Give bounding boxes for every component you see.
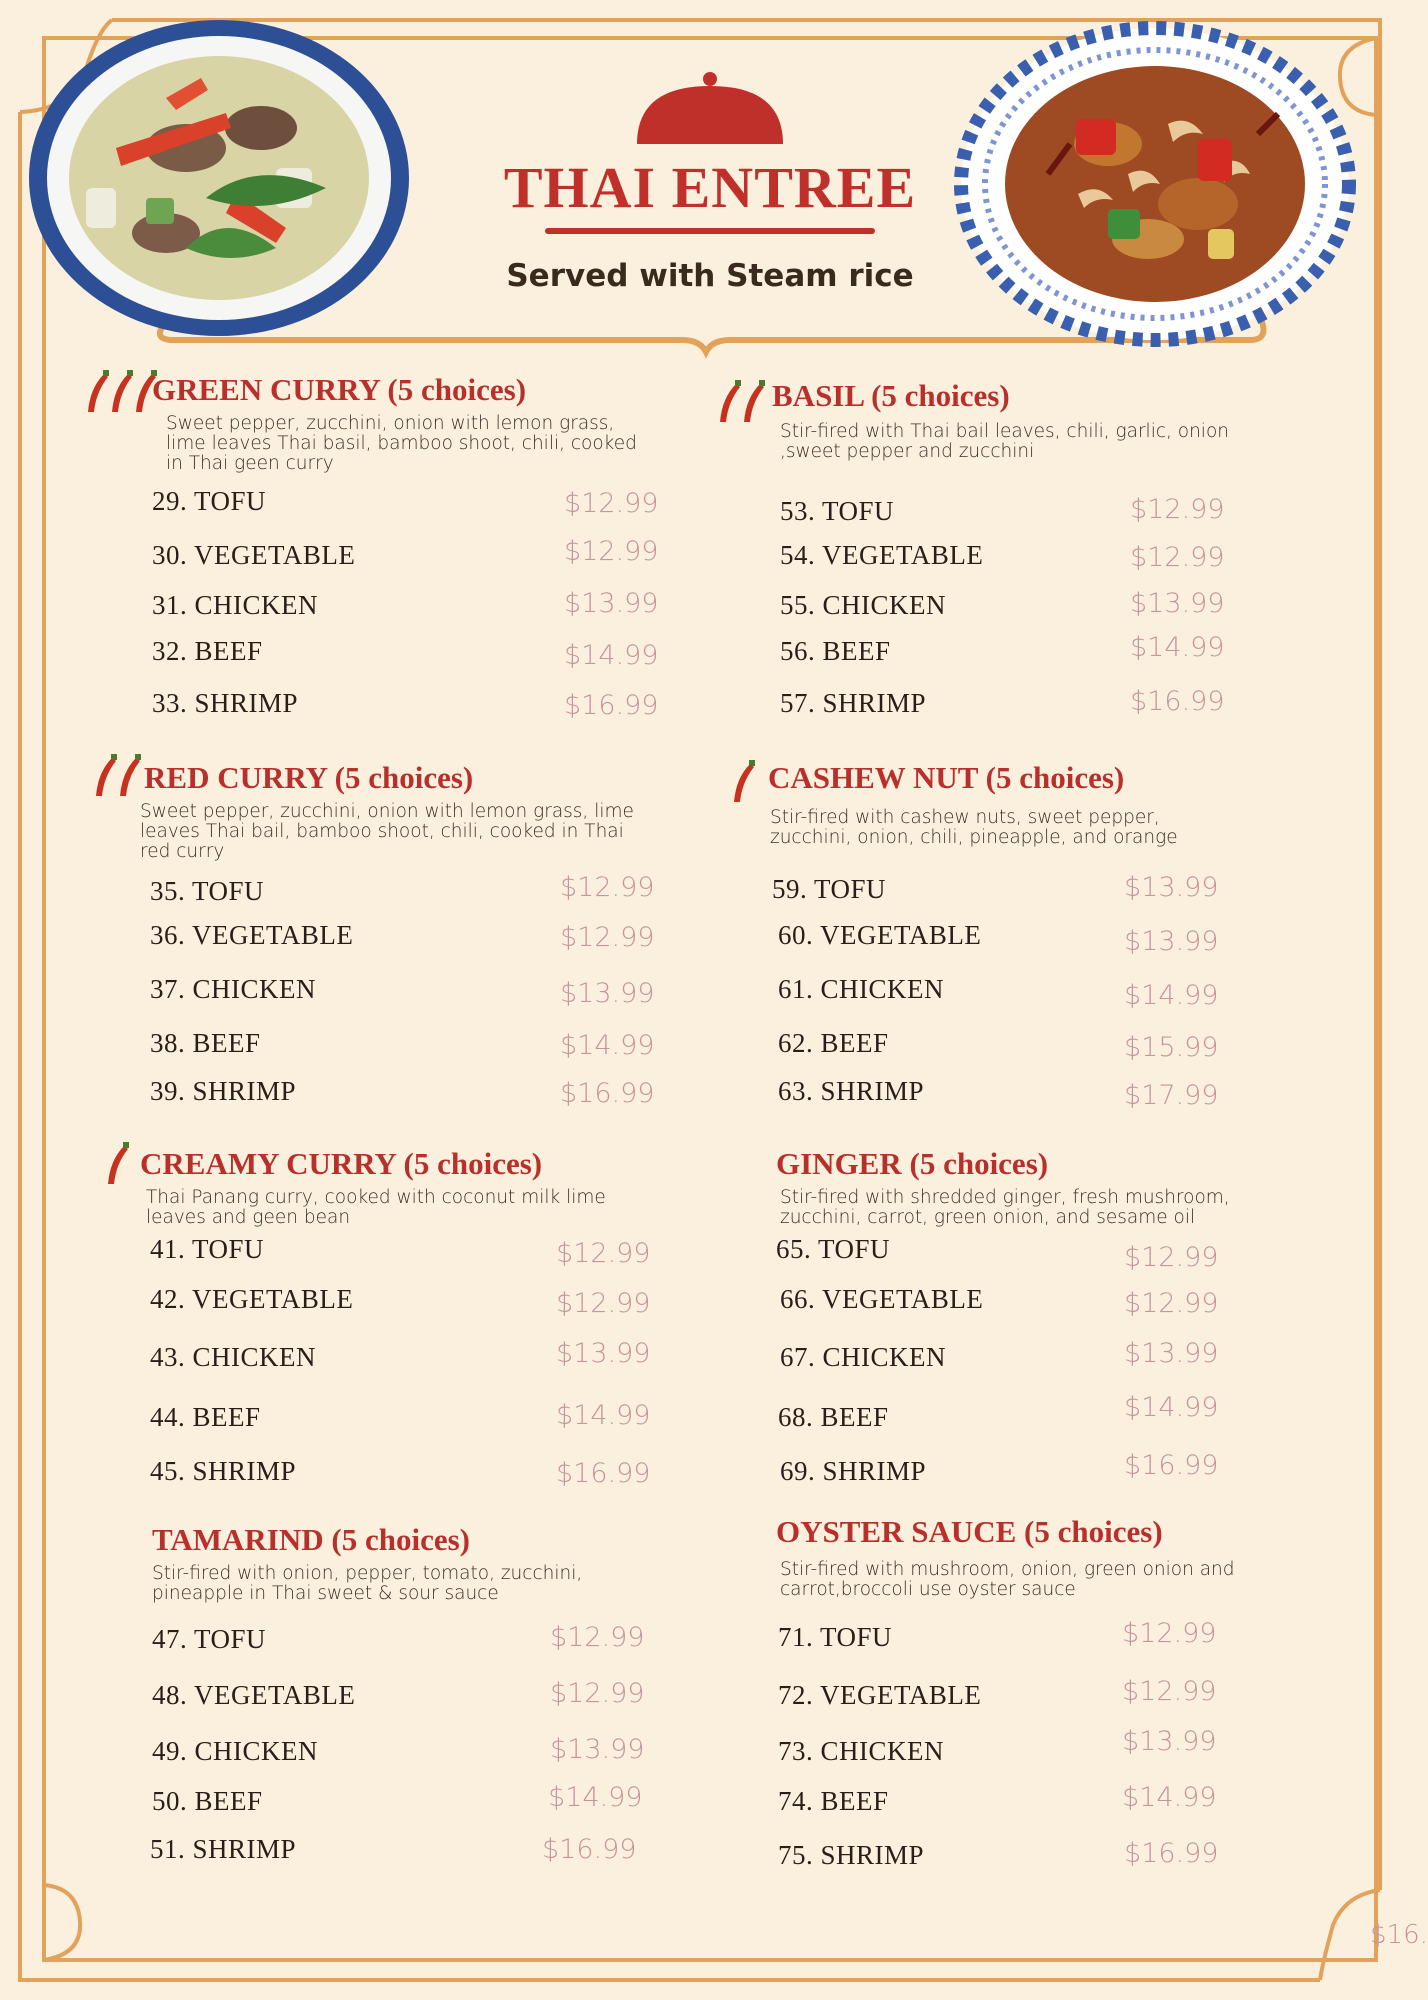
menu-item-name: 42. VEGETABLE (150, 1284, 354, 1314)
menu-item-price: $13.99 (1130, 588, 1225, 619)
chili-icon (716, 378, 770, 431)
menu-item-price: $14.99 (560, 1030, 655, 1061)
section-description: Stir-fired with cashew nuts, sweet pepper, zucchini, onion, chili, pineapple, and orange (770, 807, 1178, 848)
menu-item-price: $12.99 (564, 536, 659, 567)
menu-item-price: $12.99 (556, 1288, 651, 1319)
green-curry-dish-image (26, 18, 412, 338)
menu-item-name: 62. BEEF (778, 1028, 889, 1058)
menu-item-price: $12.99 (556, 1238, 651, 1269)
menu-item-name: 45. SHRIMP (150, 1456, 297, 1486)
menu-item-name: 74. BEEF (778, 1786, 889, 1816)
menu-item-name: 72. VEGETABLE (778, 1680, 982, 1710)
menu-item-name: 38. BEEF (150, 1028, 261, 1058)
menu-item-price: $12.99 (1122, 1618, 1217, 1649)
menu-item-name: 44. BEEF (150, 1402, 261, 1432)
menu-item-price: $13.99 (1124, 926, 1219, 957)
section-description: Sweet pepper, zucchini, onion with lemon grass, lime leaves Thai bail, bamboo shoot, chili, cooked in Thai red curry (140, 801, 634, 862)
menu-item-price: $14.99 (548, 1782, 643, 1813)
menu-item-name: 69. SHRIMP (780, 1456, 927, 1486)
menu-item-name: 54. VEGETABLE (780, 540, 984, 570)
menu-item-price: $16.99 (1124, 1838, 1219, 1869)
menu-item-price: $13.99 (1124, 1338, 1219, 1369)
menu-item-name: 75. SHRIMP (778, 1840, 925, 1870)
menu-item-price: $16.99 (560, 1078, 655, 1109)
menu-item-name: 71. TOFU (778, 1622, 893, 1652)
section-description: Stir-fired with shredded ginger, fresh mushroom, zucchini, carrot, green onion, and sesame oil (780, 1187, 1230, 1228)
menu-item-price: $12.99 (550, 1622, 645, 1653)
section-title: OYSTER SAUCE (5 choices) (776, 1514, 1163, 1549)
menu-item-name: 35. TOFU (150, 876, 265, 906)
menu-item-name: 60. VEGETABLE (778, 920, 982, 950)
cashew-dish-image (958, 24, 1352, 344)
menu-item-name: 50. BEEF (152, 1786, 263, 1816)
section-description: Stir-fired with Thai bail leaves, chili, garlic, onion ,sweet pepper and zucchini (780, 421, 1229, 462)
menu-item-name: 37. CHICKEN (150, 974, 316, 1004)
menu-item-name: 33. SHRIMP (152, 688, 299, 718)
menu-item-price: $12.99 (560, 922, 655, 953)
menu-item-price: $12.99 (564, 488, 659, 519)
menu-item-name: 66. VEGETABLE (780, 1284, 984, 1314)
menu-item-price: $16.99 (556, 1458, 651, 1489)
menu-item-name: 73. CHICKEN (778, 1736, 944, 1766)
menu-item-name: 29. TOFU (152, 486, 267, 516)
menu-item-name: 57. SHRIMP (780, 688, 927, 718)
menu-item-price: $12.99 (1130, 542, 1225, 573)
menu-item-price: $15.99 (1124, 1032, 1219, 1063)
section-title: GINGER (5 choices) (776, 1146, 1049, 1181)
section-title: CASHEW NUT (5 choices) (768, 760, 1125, 795)
menu-item-name: 51. SHRIMP (150, 1834, 297, 1864)
menu-item-name: 61. CHICKEN (778, 974, 944, 1004)
menu-item-price: $14.99 (556, 1400, 651, 1431)
menu-item-price: $13.99 (560, 978, 655, 1009)
menu-item-price: $12.99 (1124, 1288, 1219, 1319)
menu-item-name: 65. TOFU (776, 1234, 891, 1264)
chili-icon (92, 752, 146, 805)
section-description: Stir-fired with onion, pepper, tomato, zucchini, pineapple in Thai sweet & sour sauce (152, 1563, 583, 1604)
menu-item-name: 30. VEGETABLE (152, 540, 356, 570)
menu-item-price: $14.99 (1130, 632, 1225, 663)
menu-item-name: 63. SHRIMP (778, 1076, 925, 1106)
menu-item-name: 59. TOFU (772, 874, 887, 904)
menu-item-price: $13.99 (1122, 1726, 1217, 1757)
stray-price-fragment: $16. (1370, 1920, 1428, 1950)
section-title: BASIL (5 choices) (772, 378, 1010, 413)
menu-item-price: $16.99 (542, 1834, 637, 1865)
menu-item-price: $13.99 (556, 1338, 651, 1369)
menu-item-price: $16.99 (1124, 1450, 1219, 1481)
menu-item-price: $14.99 (1124, 980, 1219, 1011)
menu-item-price: $12.99 (1122, 1676, 1217, 1707)
menu-item-price: $12.99 (1124, 1242, 1219, 1273)
menu-item-price: $12.99 (560, 872, 655, 903)
menu-item-name: 47. TOFU (152, 1624, 267, 1654)
menu-item-name: 41. TOFU (150, 1234, 265, 1264)
title-underline (545, 228, 875, 234)
chili-icon (84, 368, 162, 421)
menu-item-name: 67. CHICKEN (780, 1342, 946, 1372)
menu-item-price: $13.99 (564, 588, 659, 619)
menu-item-price: $13.99 (550, 1734, 645, 1765)
menu-item-name: 49. CHICKEN (152, 1736, 318, 1766)
cloche-icon (625, 70, 795, 150)
section-description: Sweet pepper, zucchini, onion with lemon grass, lime leaves Thai basil, bamboo shoot, chili, cooked in Thai geen curry (166, 413, 637, 474)
menu-item-price: $13.99 (1124, 872, 1219, 903)
section-description: Thai Panang curry, cooked with coconut milk lime leaves and geen bean (146, 1187, 606, 1228)
chili-icon (104, 1140, 134, 1193)
menu-item-price: $16.99 (564, 690, 659, 721)
menu-item-name: 56. BEEF (780, 636, 891, 666)
section-title: TAMARIND (5 choices) (152, 1522, 470, 1557)
menu-item-name: 39. SHRIMP (150, 1076, 297, 1106)
menu-item-price: $14.99 (564, 640, 659, 671)
menu-item-price: $14.99 (1122, 1782, 1217, 1813)
section-title: RED CURRY (5 choices) (144, 760, 474, 795)
chili-icon (730, 758, 760, 811)
section-description: Stir-fired with mushroom, onion, green onion and carrot,broccoli use oyster sauce (780, 1559, 1235, 1600)
page-subtitle: Served with Steam rice (506, 258, 914, 294)
menu-item-price: $12.99 (1130, 494, 1225, 525)
menu-item-name: 53. TOFU (780, 496, 895, 526)
menu-item-name: 48. VEGETABLE (152, 1680, 356, 1710)
menu-item-price: $16.99 (1130, 686, 1225, 717)
menu-item-name: 43. CHICKEN (150, 1342, 316, 1372)
menu-item-name: 55. CHICKEN (780, 590, 946, 620)
menu-item-price: $12.99 (550, 1678, 645, 1709)
menu-item-price: $14.99 (1124, 1392, 1219, 1423)
section-title: GREEN CURRY (5 choices) (152, 372, 527, 407)
menu-item-name: 68. BEEF (778, 1402, 889, 1432)
menu-item-name: 32. BEEF (152, 636, 263, 666)
section-title: CREAMY CURRY (5 choices) (140, 1146, 543, 1181)
menu-header (440, 70, 980, 294)
menu-item-name: 36. VEGETABLE (150, 920, 354, 950)
menu-item-price: $17.99 (1124, 1080, 1219, 1111)
page-title: THAI ENTREE (503, 155, 917, 220)
menu-item-name: 31. CHICKEN (152, 590, 318, 620)
